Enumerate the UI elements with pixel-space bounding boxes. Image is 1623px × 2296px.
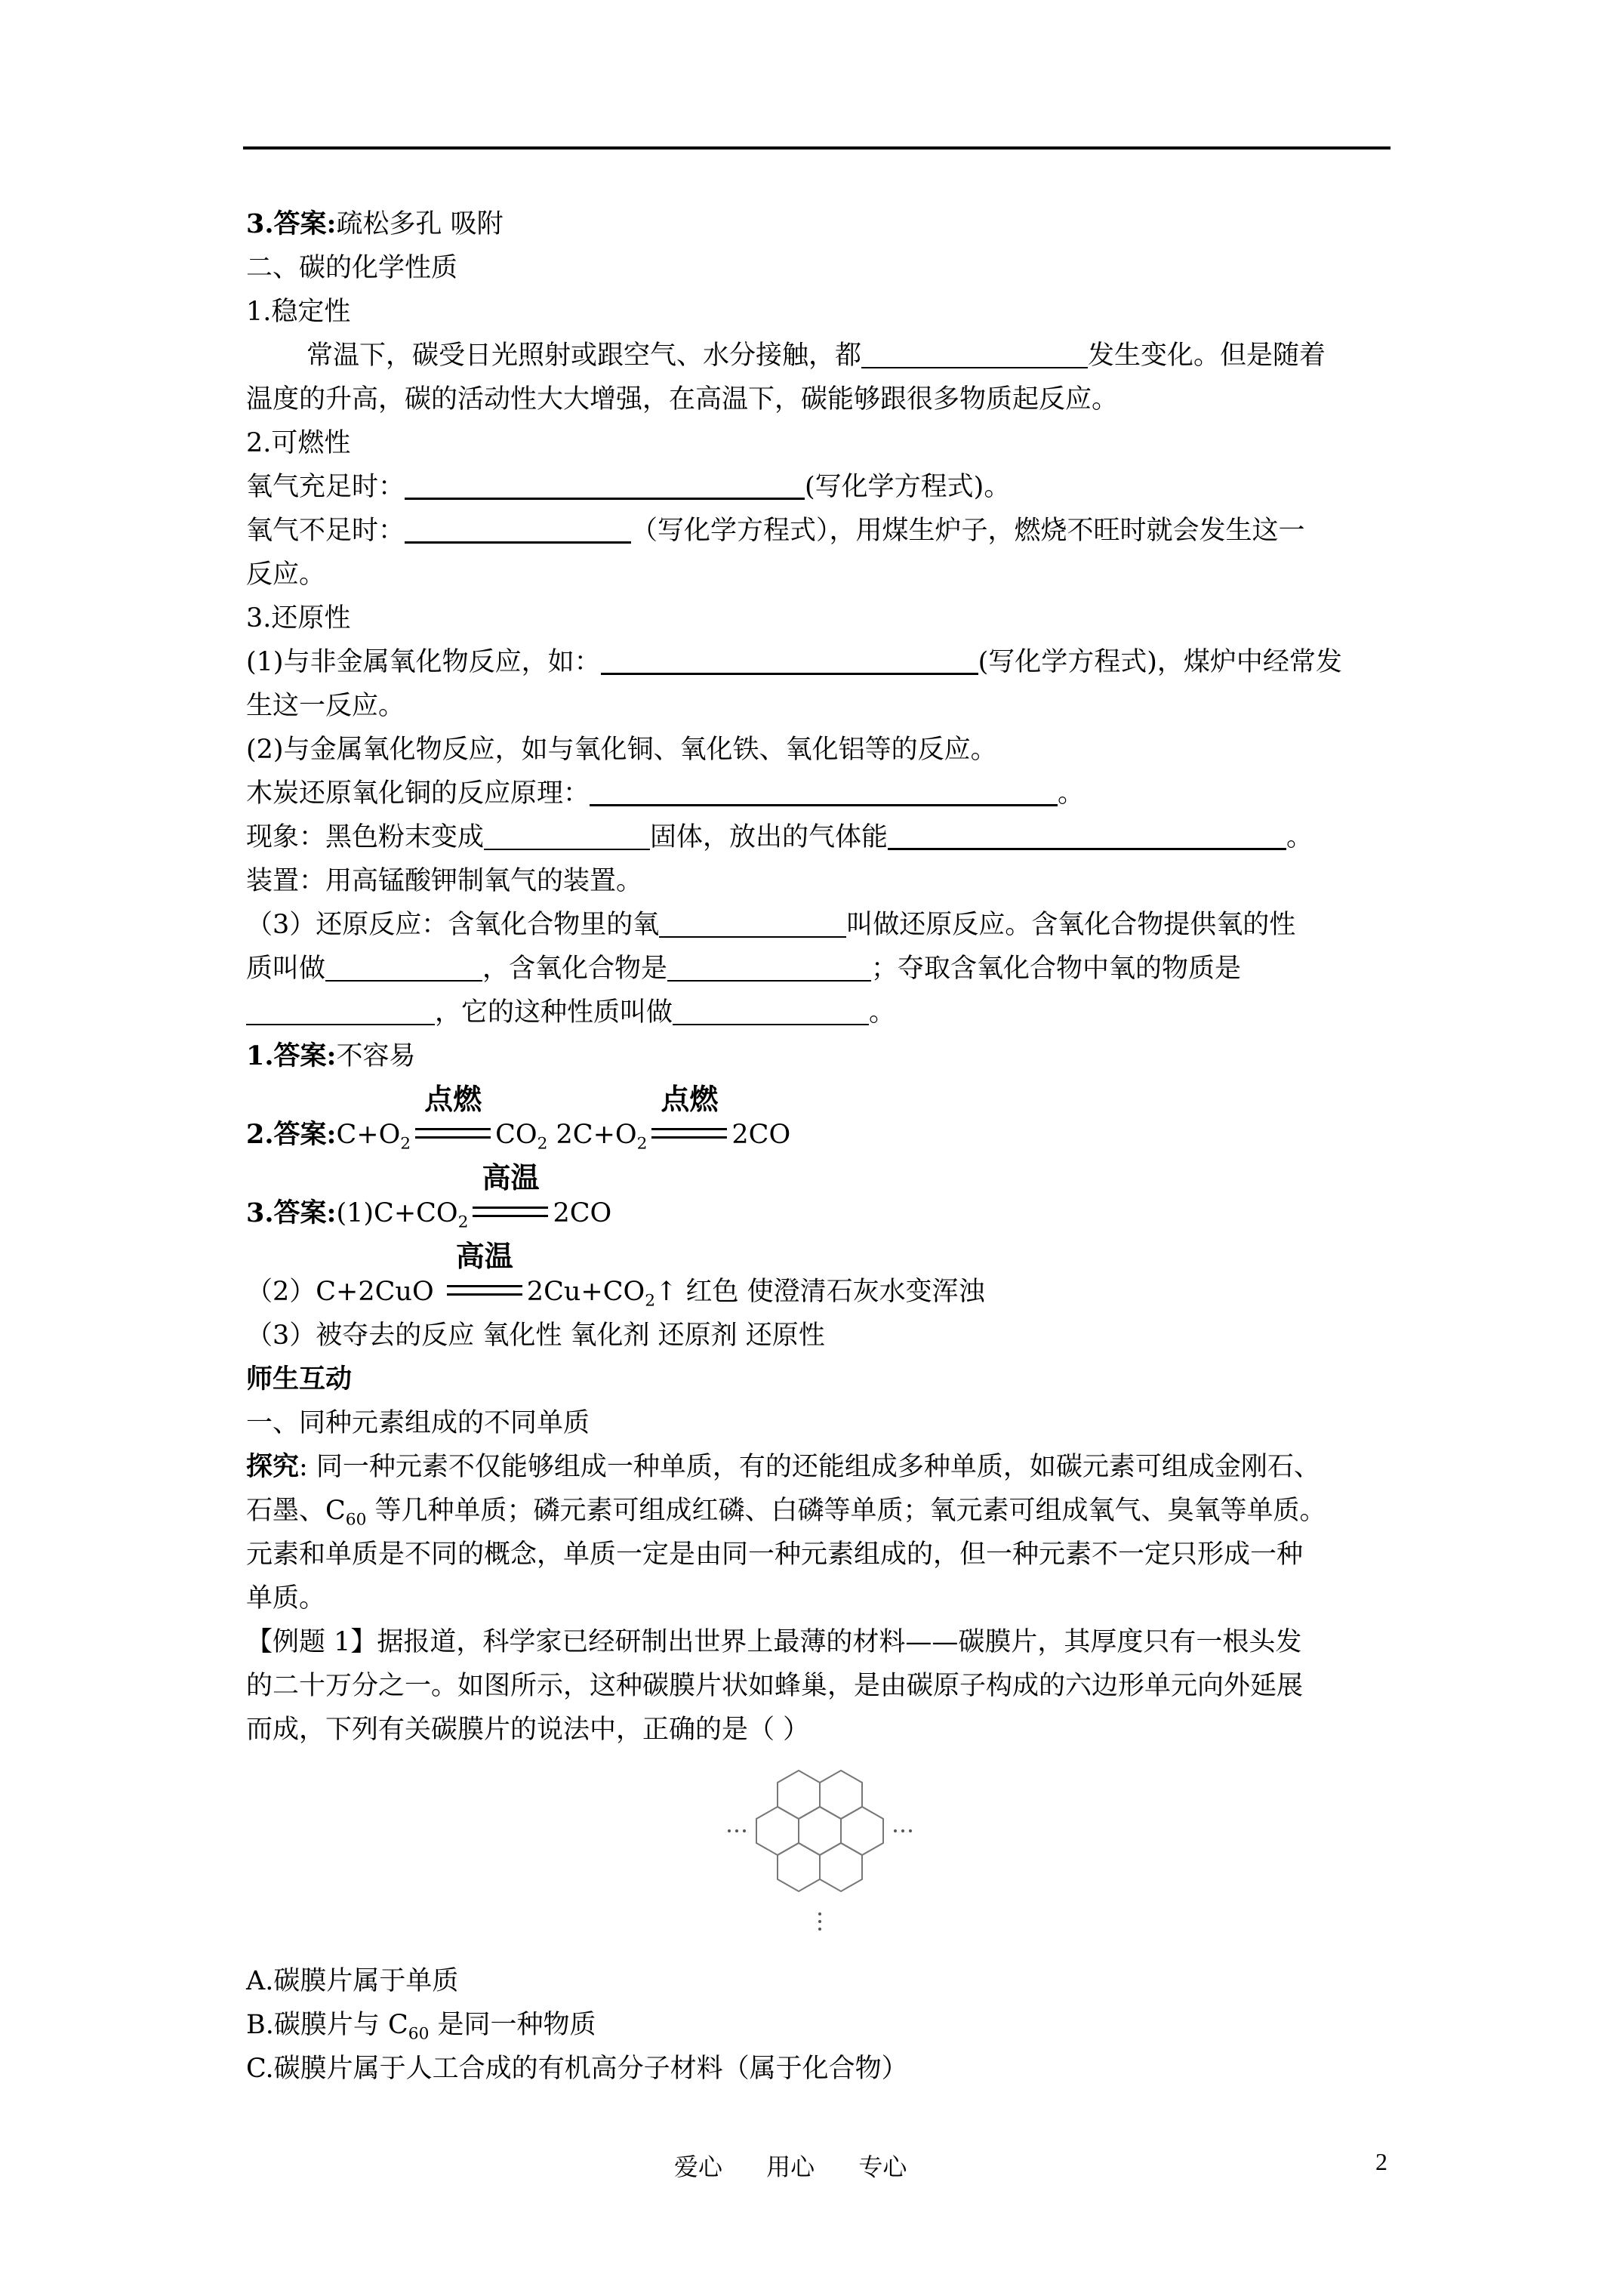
equation-part: C+O: [336, 1120, 401, 1150]
hexagon: [820, 1771, 862, 1819]
hexagon: [820, 1843, 862, 1891]
paragraph-line: 反应。: [246, 559, 326, 590]
answer-3-line-2: [246, 1235, 1394, 1314]
text: （写化学方程式），用煤生炉子，燃烧不旺时就会发生这一: [631, 516, 1305, 546]
page-body: [246, 202, 1394, 1752]
fill-blank[interactable]: [667, 951, 871, 982]
example-line: 而成，下列有关碳膜片的说法中，正确的是（ ）: [246, 1715, 810, 1745]
answer-text: 不容易: [336, 1041, 416, 1071]
hexagon: [799, 1807, 841, 1855]
explore-line: 单质。: [246, 1583, 326, 1613]
subscript: 60: [345, 1510, 367, 1530]
answer-3-line: [246, 202, 1394, 246]
hexagon: [778, 1771, 820, 1819]
text: (1)与非金属氧化物反应，如：: [246, 647, 601, 677]
text: 是同一种物质: [429, 2010, 596, 2040]
reaction-arrow: [445, 1240, 524, 1305]
text: 质叫做: [246, 954, 326, 984]
equation-part: CO: [495, 1120, 537, 1150]
answer-3-line-3: （3）被夺去的反应 氧化性 氧化剂 还原剂 还原性: [246, 1321, 825, 1351]
text: 固体，放出的气体能: [650, 822, 888, 852]
option-a: A.碳膜片属于单质: [246, 1966, 459, 1996]
double-line: [651, 1128, 727, 1139]
reaction-condition: 点燃: [424, 1083, 482, 1116]
paragraph-line: [246, 465, 1394, 509]
double-line: [447, 1285, 522, 1296]
subheading-allotropes: 一、同种元素组成的不同单质: [246, 1408, 590, 1438]
paragraph-line: [246, 509, 1394, 553]
double-line: [473, 1207, 548, 1217]
page-number: 2: [1375, 2148, 1387, 2175]
text: B.碳膜片与 C: [246, 2010, 408, 2040]
fill-blank[interactable]: [659, 908, 846, 938]
reaction-condition: 点燃: [661, 1083, 719, 1116]
subscript: 60: [408, 2024, 430, 2044]
explore-label: 探究: [246, 1451, 300, 1482]
paragraph-line: [246, 772, 1394, 815]
subscript: 2: [400, 1134, 411, 1154]
paragraph-line: 温度的升高，碳的活动性大大增强，在高温下，碳能够跟很多物质起反应。: [246, 384, 1119, 415]
equation-part: （2）C+2CuO: [246, 1277, 442, 1307]
subscript: 2: [457, 1213, 469, 1232]
fill-blank[interactable]: [888, 819, 1286, 850]
answer-2-line: [246, 1078, 1394, 1157]
paragraph-line: (2)与金属氧化物反应，如与氧化铜、氧化铁、氧化铝等的反应。: [246, 735, 997, 765]
equation-part: 2CO: [553, 1198, 612, 1228]
text: 发生变化。但是随着: [1088, 341, 1326, 371]
text: ，它的这种性质叫做: [435, 997, 673, 1028]
answer-label: 3.答案:: [246, 208, 337, 239]
fill-blank[interactable]: [861, 338, 1088, 368]
paragraph-line: [246, 334, 1394, 378]
answer-label: 2.答案:: [246, 1119, 337, 1150]
fill-blank[interactable]: [484, 820, 650, 850]
text: 叫做还原反应。含氧化合物提供氧的性: [846, 910, 1296, 940]
fill-blank[interactable]: [405, 469, 805, 500]
text: ，含氧化合物是: [482, 954, 668, 984]
options-block: [246, 1959, 1394, 2091]
hexagon: [756, 1807, 799, 1855]
answer-text: 疏松多孔 吸附: [336, 209, 504, 239]
fill-blank[interactable]: [673, 995, 869, 1025]
text: 氧气不足时：: [246, 516, 405, 546]
paragraph-line: [246, 947, 1394, 991]
paragraph-line: [246, 903, 1394, 947]
text: ；夺取含氧化合物中氧的物质是: [871, 954, 1242, 984]
reaction-arrow: [471, 1161, 550, 1226]
fill-blank[interactable]: [601, 644, 978, 675]
reaction-condition: 高温: [455, 1240, 513, 1273]
paragraph-line: [246, 991, 1394, 1034]
paragraph-line: [246, 640, 1394, 684]
text: : 同一种元素不仅能够组成一种单质，有的还能组成多种单质，如碳元素可组成金刚石、: [299, 1452, 1320, 1482]
equation-part: 2CO: [731, 1120, 791, 1150]
equation-part: (1)C+CO: [336, 1198, 458, 1228]
reaction-arrow: [650, 1083, 728, 1148]
text: （3）还原反应：含氧化合物里的氧: [246, 910, 660, 940]
text: (写化学方程式)，煤炉中经常发: [978, 647, 1342, 677]
text: 现象：黑色粉末变成: [246, 822, 485, 852]
answer-1-line: [246, 1034, 1394, 1078]
fill-blank[interactable]: [405, 513, 631, 544]
equation-part: 2Cu+CO: [526, 1277, 645, 1307]
hexagon: [778, 1843, 820, 1891]
header-rule: [243, 146, 1390, 149]
reaction-condition: 高温: [482, 1161, 540, 1194]
text: 。: [869, 997, 896, 1028]
answer-label: 1.答案:: [246, 1040, 337, 1071]
subheading-reducibility: 3.还原性: [246, 603, 351, 633]
text: 氧气充足时：: [246, 472, 405, 502]
text: 等几种单质；磷元素可组成红磷、白磷等单质；氧元素可组成氧气、臭氧等单质。: [366, 1496, 1326, 1526]
explore-line: [246, 1445, 1394, 1489]
subscript: 2: [645, 1291, 655, 1311]
text: 。: [1286, 822, 1313, 852]
paragraph-line: 生这一反应。: [246, 691, 405, 721]
explore-line: 元素和单质是不同的概念，单质一定是由同一种元素组成的，但一种元素不一定只形成一种: [246, 1539, 1304, 1570]
text: 木炭还原氧化铜的反应原理：: [246, 778, 590, 809]
example-line: 的二十万分之一。如图所示，这种碳膜片状如蜂巢，是由碳原子构成的六边形单元向外延展: [246, 1671, 1304, 1701]
hexagon: [841, 1807, 883, 1855]
text: 石墨、C: [246, 1496, 346, 1526]
paragraph-line: [246, 815, 1394, 859]
answer-3-line-1: [246, 1157, 1394, 1235]
honeycomb-figure: [725, 1769, 918, 1943]
example-line: 【例题 1】据报道，科学家已经研制出世界上最薄的材料——碳膜片，其厚度只有一根头发: [246, 1627, 1302, 1657]
text: 。: [1058, 778, 1085, 809]
fill-blank[interactable]: [246, 995, 435, 1025]
footer-slogan: 爱心 用心 专心: [674, 2153, 907, 2181]
explore-line: [246, 1489, 1394, 1533]
section-heading-chemical-properties: 二、碳的化学性质: [246, 253, 458, 283]
text: 常温下，碳受日光照射或跟空气、水分接触，都: [306, 341, 862, 371]
option-b: [246, 2003, 1394, 2047]
option-c: C.碳膜片属于人工合成的有机高分子材料（属于化合物）: [246, 2054, 908, 2084]
subheading-stability: 1.稳定性: [246, 297, 351, 327]
reaction-arrow: [414, 1083, 492, 1148]
text: (写化学方程式)。: [805, 472, 1011, 502]
paragraph-line: 装置：用高锰酸钾制氧气的装置。: [246, 866, 643, 896]
fill-blank[interactable]: [325, 951, 482, 982]
subscript: 2: [636, 1134, 648, 1154]
equation-part: ↑ 红色 使澄清石灰水变浑浊: [655, 1277, 985, 1307]
subheading-combustibility: 2.可燃性: [246, 428, 351, 458]
section-heading-interaction: 师生互动: [246, 1364, 353, 1395]
fill-blank[interactable]: [590, 775, 1058, 806]
subscript: 2: [537, 1134, 548, 1154]
equation-part: 2C+O: [547, 1120, 637, 1150]
double-line: [415, 1128, 491, 1139]
answer-label: 3.答案:: [246, 1197, 337, 1228]
